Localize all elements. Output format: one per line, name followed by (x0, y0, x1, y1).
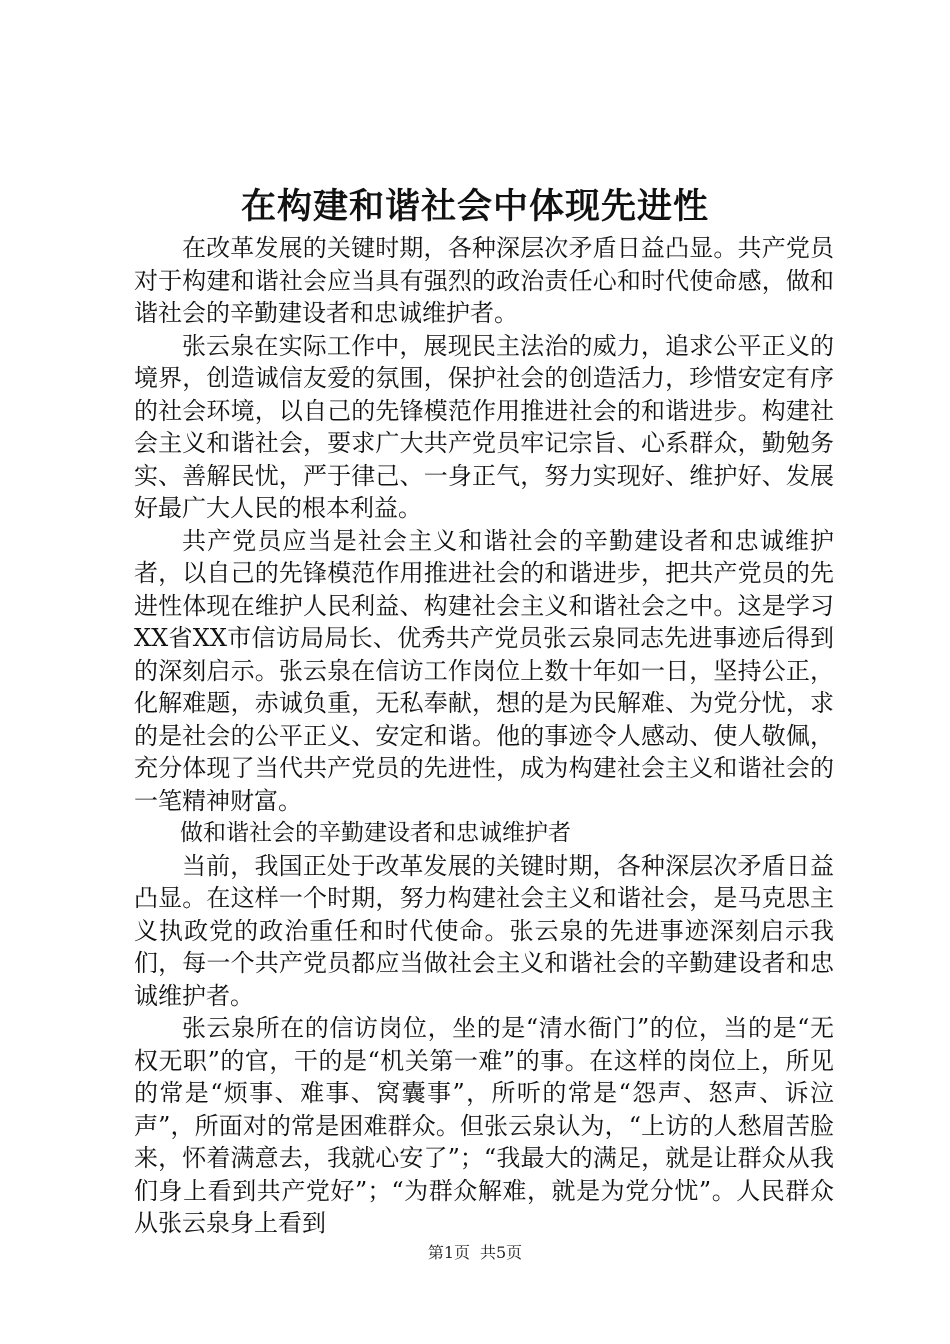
page-footer (0, 1242, 950, 1264)
paragraph-5: 张云泉所在的信访岗位，坐的是“清水衙门”的位，当的是“无权无职”的官，干的是“机关第一难”的事。在这样的岗位上，所见的常是“烦事、难事、窝囊事”，所听的常是“怨声、怒声、诉泣声”，所面对的常是困难群众。但张云泉认为，“上访的人愁眉苦脸来，怀着满意去，我就心安了”；“我最大的满足，就是让群众从我们身上看到共产党好”；“为群众解难，就是为党分忧”。人民群众从张云泉身上看到 (134, 1014, 834, 1237)
section-subheading: 做和谐社会的辛勤建设者和忠诚维护者 (180, 820, 571, 846)
document-body (134, 232, 834, 1240)
page-number: 第1页 (427, 1243, 470, 1262)
document-title: 在构建和谐社会中体现先进性 (240, 186, 709, 227)
paragraph-1: 在改革发展的关键时期，各种深层次矛盾日益凸显。共产党员对于构建和谐社会应当具有强烈的政治责任心和时代使命感，做和谐社会的辛勤建设者和忠诚维护者。 (134, 234, 834, 327)
paragraph-2: 张云泉在实际工作中，展现民主法治的威力，追求公平正义的境界，创造诚信友爱的氛围，保护社会的创造活力，珍惜安定有序的社会环境，以自己的先锋模范作用推进社会的和谐进步。构建社会主义和谐社会，要求广大共产党员牢记宗旨、心系群众，勤勉务实、善解民忧，严于律己、一身正气，努力实现好、维护好、发展好最广大人民的根本利益。 (134, 331, 834, 522)
paragraph-3: 共产党员应当是社会主义和谐社会的辛勤建设者和忠诚维护者，以自己的先锋模范作用推进社会的和谐进步，把共产党员的先进性体现在维护人民利益、构建社会主义和谐社会之中。这是学习XX省XX市信访局局长、优秀共产党员张云泉同志先进事迹后得到的深刻启示。张云泉在信访工作岗位上数十年如一日，坚持公正，化解难题，赤诚负重，无私奉献，想的是为民解难、为党分忧，求的是社会的公平正义、安定和谐。他的事迹令人感动、使人敬佩，充分体现了当代共产党员的先进性，成为构建社会主义和谐社会的一笔精神财富。 (134, 526, 834, 815)
paragraph-4: 当前，我国正处于改革发展的关键时期，各种深层次矛盾日益凸显。在这样一个时期，努力构建社会主义和谐社会，是马克思主义执政党的政治重任和时代使命。张云泉的先进事迹深刻启示我们，每一个共产党员都应当做社会主义和谐社会的辛勤建设者和忠诚维护者。 (134, 851, 834, 1010)
page-total: 共5页 (480, 1243, 523, 1262)
